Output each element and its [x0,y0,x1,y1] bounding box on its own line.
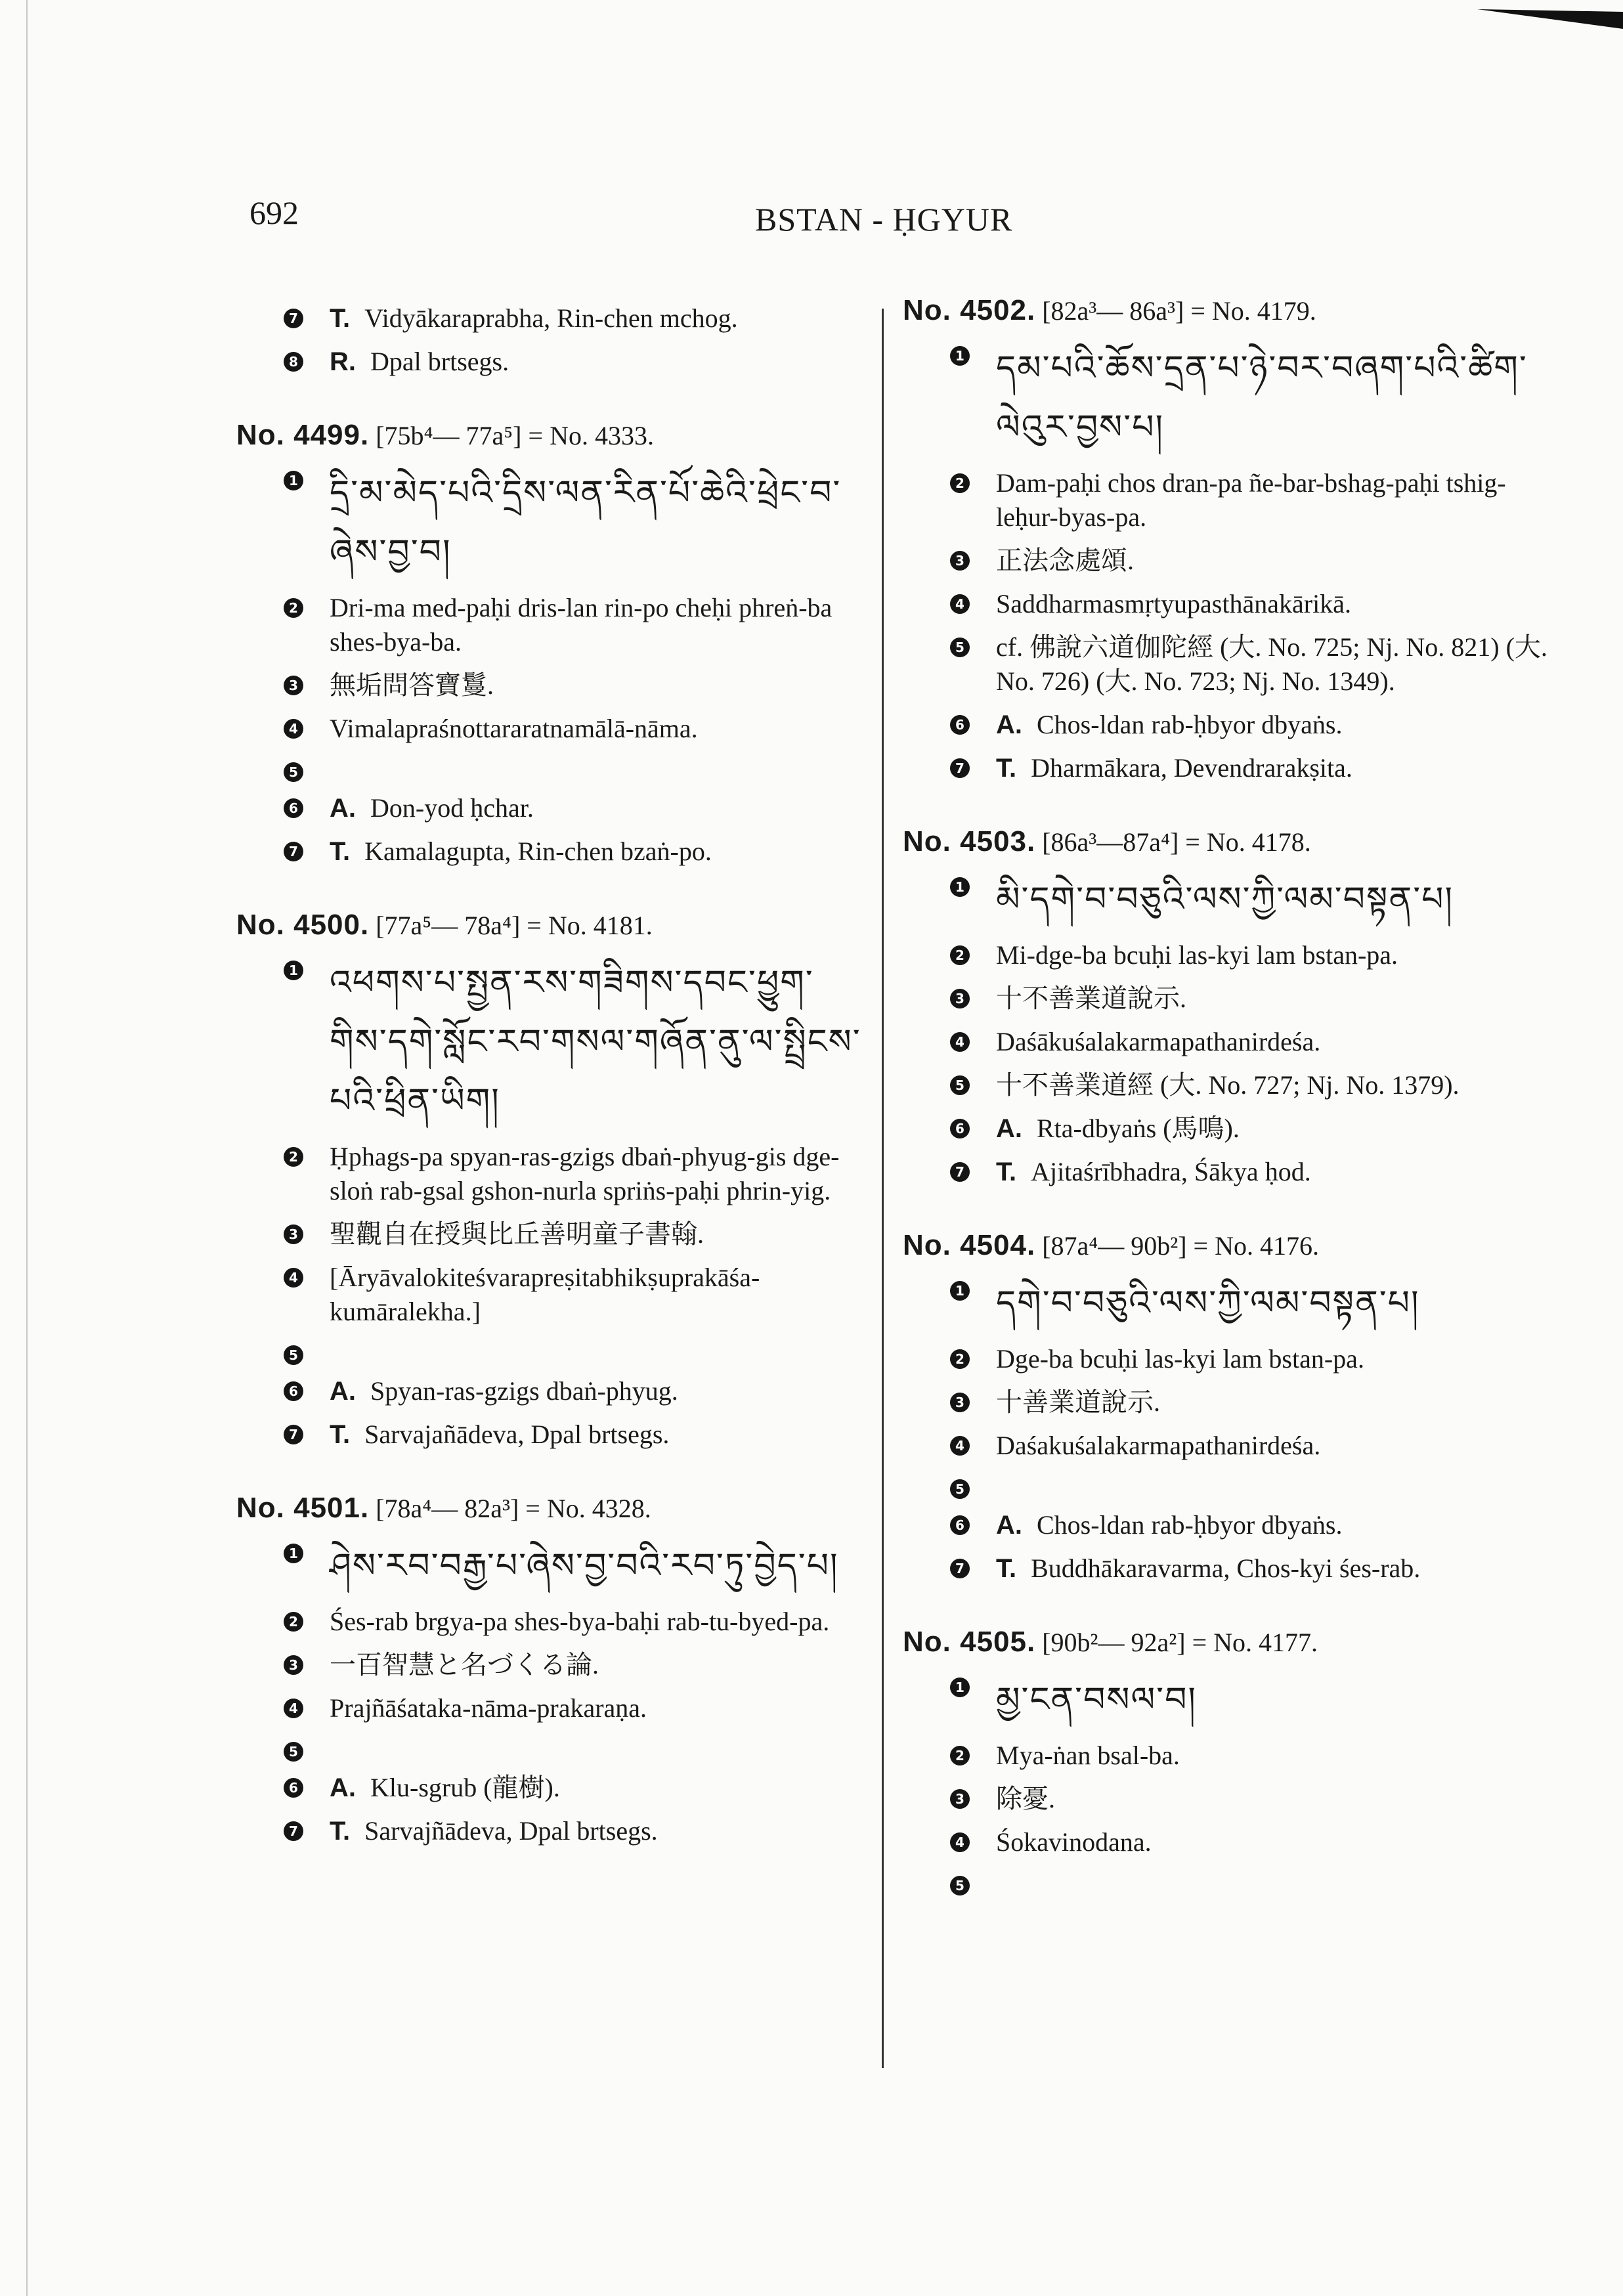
sanskrit-title: 4 Saddharmasmṛtyupasthānakārikā. [903,587,1559,621]
empty-field: 5 [236,1338,867,1365]
translator-line: 7 T. Buddhākaravarma, Chos-kyi śes-rab. [903,1551,1559,1586]
running-head: BSTAN - ḤGYUR [755,201,1013,238]
entry-4503 [903,823,1559,1189]
sanskrit-title: 4 Daśākuśalakarmapathanirdeśa. [903,1025,1559,1059]
transliteration: 2 Mi-dge-ba bcuḥi las-kyi lam bstan-pa. [903,938,1559,972]
page-number: 692 [249,194,299,231]
entry-heading: No. 4500. [77a⁵— 78a⁴] = No. 4181. [236,909,653,941]
left-column [236,292,867,1886]
chinese-title: 3 聖觀自在授與比丘善明童子書翰. [236,1217,867,1251]
chinese-title: 3 正法念處頌. [903,544,1559,578]
page-edge-line [26,0,28,2296]
entry-4498-continued [236,301,867,379]
chinese-title: 3 除憂. [903,1782,1559,1816]
entry-heading: No. 4502. [82a³— 86a³] = No. 4179. [903,294,1316,326]
circled-8: 8 [284,352,303,372]
transliteration: 2 Mya-ṅan bsal-ba. [903,1739,1559,1773]
tibetan-title: 1 ཤེས་རབ་བརྒྱ་པ་ཞེས་བྱ་བའི་རབ་ཏུ་བྱེད་པ། [236,1536,867,1595]
translator-line: 7 T. Kamalagupta, Rin-chen bzaṅ-po. [236,834,867,869]
sanskrit-title: 4 Prajñāśataka-nāma-prakaraṇa. [236,1691,867,1725]
entry-heading: No. 4505. [90b²— 92a²] = No. 4177. [903,1626,1318,1658]
empty-field: 5 [236,1735,867,1762]
author-line: 6 A. Chos-ldan rab-ḥbyor dbyaṅs. [903,1508,1559,1542]
entry-4500 [236,907,867,1452]
sanskrit-title: 4 Daśakuśalakarmapathanirdeśa. [903,1429,1559,1463]
empty-field: 5 [903,1869,1559,1895]
author-line: 6 A. Chos-ldan rab-ḥbyor dbyaṅs. [903,708,1559,742]
entry-4505 [903,1624,1559,1895]
chinese-title: 3 無垢問答寶鬘. [236,668,867,703]
transliteration: 2 Dri-ma med-paḥi dris-lan rin-po cheḥi phreṅ-ba shes-bya-ba. [236,591,867,659]
tibetan-title: 1 མྱ་ངན་བསལ་བ། [903,1670,1559,1729]
tibetan-title: 1 དམ་པའི་ཆོས་དྲན་པ་ཉེ་བར་བཞག་པའི་ཚིག་ལེའུར་བྱས་པ། [903,339,1559,457]
tibetan-title: 1 དགེ་བ་བཅུའི་ལས་ཀྱི་ལམ་བསྟན་པ། [903,1274,1559,1333]
chinese-title: 3 十善業道說示. [903,1385,1559,1419]
transliteration: 2 Dam-paḥi chos dran-pa ñe-bar-bshag-paḥi tshig-leḥur-byas-pa. [903,466,1559,534]
author-line: 6 A. Don-yod ḥchar. [236,791,867,825]
translator-line: 7 T. Dharmākara, Devendrarakṣita. [903,751,1559,785]
translator-line: 7 T. Sarvajañādeva, Dpal brtsegs. [236,1418,867,1452]
entry-4502 [903,292,1559,785]
entry-4501 [236,1490,867,1848]
scan-corner-mark [0,0,1623,53]
translator-line: 7 T. Vidyākaraprabha, Rin-chen mchog. [236,301,867,336]
entry-4504 [903,1227,1559,1586]
note-line: 5 十不善業道經 (大. No. 727; Nj. No. 1379). [903,1068,1559,1102]
reviser-line: 8 R. Dpal brtsegs. [236,345,867,379]
tibetan-title: 1 འཕགས་པ་སྤྱན་རས་གཟིགས་དབང་ཕྱུག་གིས་དགེ་སློང་རབ་གསལ་གཞོན་ནུ་ལ་སྤྲིངས་པའི་ཕྲིན་ཡིག། [236,953,867,1131]
transliteration: 2 Dge-ba bcuḥi las-kyi lam bstan-pa. [903,1342,1559,1376]
entry-heading: No. 4499. [75b⁴— 77a⁵] = No. 4333. [236,419,654,451]
chinese-title: 3 一百智慧と名づくる論. [236,1648,867,1682]
entry-heading: No. 4503. [86a³—87a⁴] = No. 4178. [903,825,1311,857]
sanskrit-title: 4 Śokavinodana. [903,1825,1559,1859]
empty-field: 5 [903,1472,1559,1499]
translator-line: 7 T. Ajitaśrībhadra, Śākya ḥod. [903,1155,1559,1189]
author-line: 6 A. Spyan-ras-gzigs dbaṅ-phyug. [236,1374,867,1408]
tibetan-title: 1 མི་དགེ་བ་བཅུའི་ལས་ཀྱི་ལམ་བསྟན་པ། [903,870,1559,929]
note-line: 5 cf. 佛說六道伽陀經 (大. No. 725; Nj. No. 821) (大. No. 726) (大. No. 723; Nj. No. 1349). [903,630,1559,699]
right-column [903,292,1559,1934]
tibetan-title: 1 དྲི་མ་མེད་པའི་དྲིས་ལན་རིན་པོ་ཆེའི་ཕྲེང་བ་ཞེས་བྱ་བ། [236,464,867,582]
transliteration: 2 Ḥphags-pa spyan-ras-gzigs dbaṅ-phyug-gis dge-sloṅ rab-gsal gshon-nurla spriṅs-paḥi phrin-yig. [236,1140,867,1208]
entry-heading: No. 4504. [87a⁴— 90b²] = No. 4176. [903,1229,1319,1261]
chinese-title: 3 十不善業道說示. [903,982,1559,1016]
transliteration: 2 Śes-rab brgya-pa shes-bya-baḥi rab-tu-byed-pa. [236,1605,867,1639]
column-divider [882,309,884,2068]
entry-heading: No. 4501. [78a⁴— 82a³] = No. 4328. [236,1492,651,1524]
author-line: 6 A. Rta-dbyaṅs (馬鳴). [903,1112,1559,1146]
entry-4499 [236,417,867,869]
sanskrit-title: 4 [Āryāvalokiteśvarapreṣitabhikṣuprakāśa-kumāralekha.] [236,1261,867,1329]
sanskrit-title: 4 Vimalapraśnottararatnamālā-nāma. [236,712,867,746]
author-line: 6 A. Klu-sgrub (龍樹). [236,1771,867,1805]
translator-line: 7 T. Sarvajñādeva, Dpal brtsegs. [236,1814,867,1848]
empty-field: 5 [236,755,867,782]
circled-7: 7 [284,309,303,328]
